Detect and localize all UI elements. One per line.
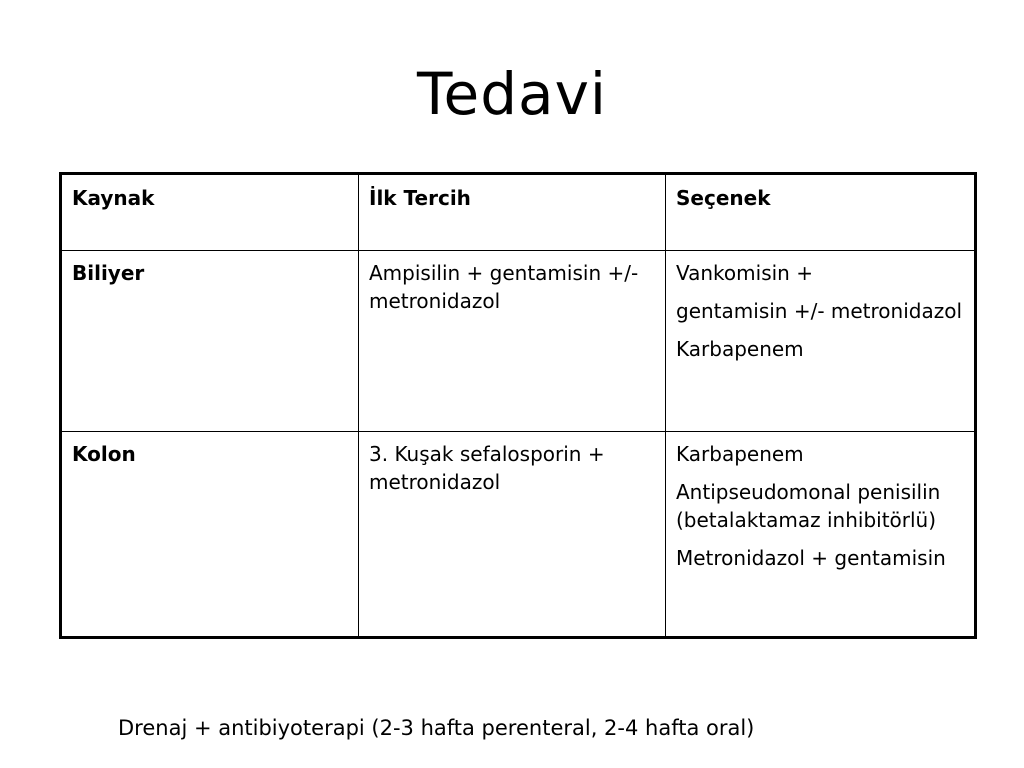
alternative-text: gentamisin +/- metronidazol bbox=[676, 299, 963, 323]
alternatives-cell bbox=[666, 251, 976, 432]
alternative-text: Metronidazol + gentamisin bbox=[676, 546, 946, 570]
first-choice-cell bbox=[359, 432, 666, 638]
table-row bbox=[61, 432, 976, 638]
first-choice-text: Ampisilin + gentamisin +/-metronidazol bbox=[369, 261, 639, 313]
alternative-text: Vankomisin + bbox=[676, 261, 813, 285]
first-choice-cell bbox=[359, 251, 666, 432]
alternative-text: Antipseudomonal penisilin (betalaktamaz inhibitörlü) bbox=[676, 480, 941, 532]
slide-title: Tedavi bbox=[416, 60, 608, 128]
alternatives-cell bbox=[666, 432, 976, 638]
source-cell: Biliyer bbox=[61, 251, 359, 432]
source-cell: Kolon bbox=[61, 432, 359, 638]
first-choice-text: 3. Kuşak sefalosporin + metronidazol bbox=[369, 442, 605, 494]
alternative-text: Karbapenem bbox=[676, 337, 804, 361]
treatment-table bbox=[59, 172, 977, 639]
table-row bbox=[61, 251, 976, 432]
header-cell-alternative: Seçenek bbox=[666, 174, 976, 251]
table-header-row bbox=[61, 174, 976, 251]
header-cell-first-choice: İlk Tercih bbox=[359, 174, 666, 251]
header-cell-source: Kaynak bbox=[61, 174, 359, 251]
footer-note: Drenaj + antibiyoterapi (2-3 hafta perenteral, 2-4 hafta oral) bbox=[118, 716, 755, 740]
alternative-text: Karbapenem bbox=[676, 442, 804, 466]
